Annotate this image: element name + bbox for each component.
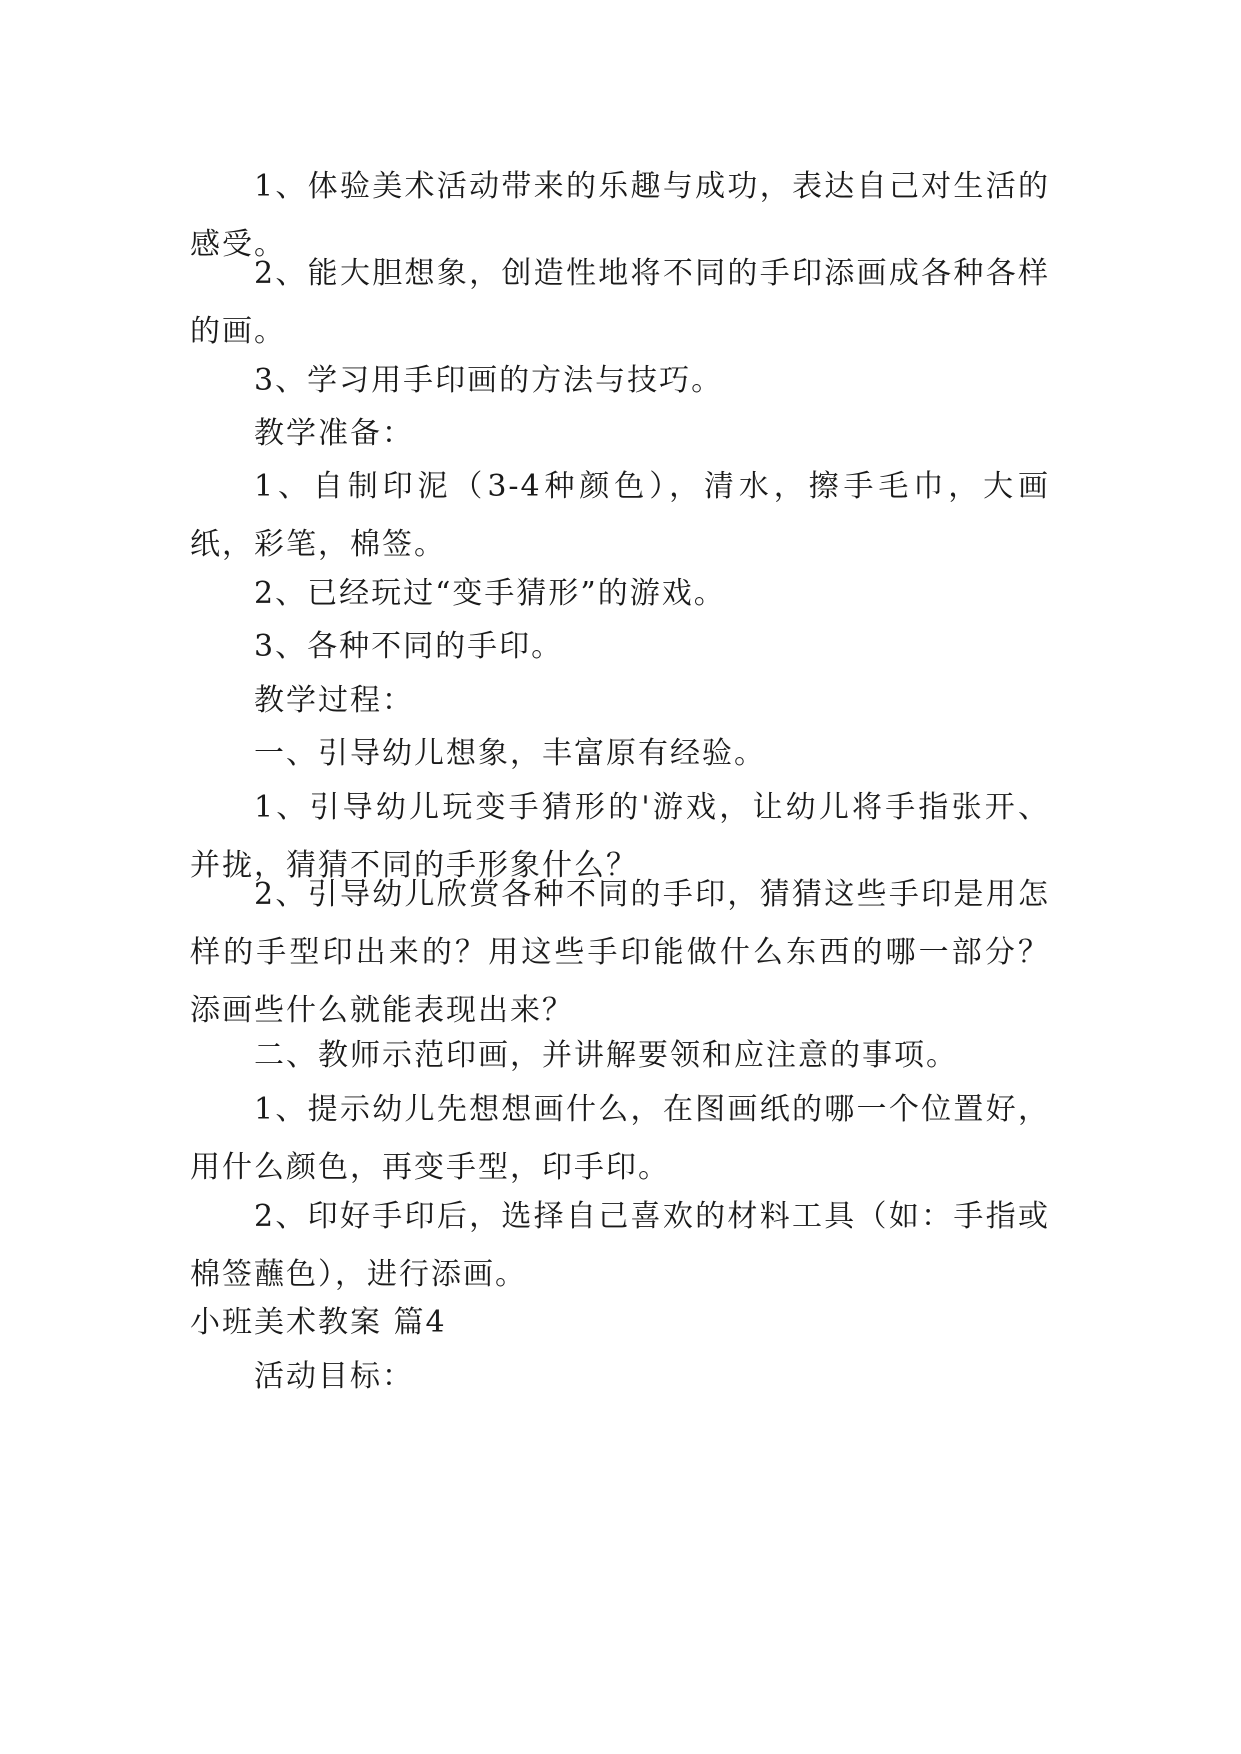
paragraph-goal-3: 3、学习用手印画的方法与技巧。 [254, 363, 724, 398]
paragraph-step-one-2: 2、引导幼儿欣赏各种不同的手印，猜猜这些手印是用怎样的手型印出来的？用这些手印能做什么东西的哪一部分？添画些什么就能表现出来？ [190, 877, 1050, 1028]
paragraph-activity-goal: 活动目标： [254, 1359, 414, 1394]
paragraph-prep-3: 3、各种不同的手印。 [254, 629, 564, 664]
paragraph-goal-1: 1、体验美术活动带来的乐趣与成功，表达自己对生活的感受。 [190, 169, 1050, 262]
section-heading: 小班美术教案 篇4 [190, 1305, 447, 1340]
paragraph-prep-1: 1、自制印泥（3-4种颜色），清水，擦手毛巾，大画纸，彩笔，棉签。 [190, 469, 1050, 562]
paragraph-prep-2: 2、已经玩过“变手猜形”的游戏。 [254, 576, 726, 611]
paragraph-prep-heading: 教学准备： [254, 416, 414, 451]
paragraph-step-one: 一、引导幼儿想象，丰富原有经验。 [254, 736, 766, 771]
paragraph-step-two-1: 1、提示幼儿先想想画什么，在图画纸的哪一个位置好，用什么颜色，再变手型，印手印。 [190, 1092, 1050, 1185]
paragraph-step-one-1: 1、引导幼儿玩变手猜形的'游戏，让幼儿将手指张开、并拢，猜猜不同的手形象什么？ [190, 790, 1050, 883]
paragraph-step-two: 二、教师示范印画，并讲解要领和应注意的事项。 [254, 1038, 958, 1073]
paragraph-process-heading: 教学过程： [254, 683, 414, 718]
paragraph-goal-2: 2、能大胆想象，创造性地将不同的手印添画成各种各样的画。 [190, 256, 1050, 349]
paragraph-step-two-2: 2、印好手印后，选择自己喜欢的材料工具（如：手指或棉签蘸色），进行添画。 [190, 1199, 1050, 1292]
